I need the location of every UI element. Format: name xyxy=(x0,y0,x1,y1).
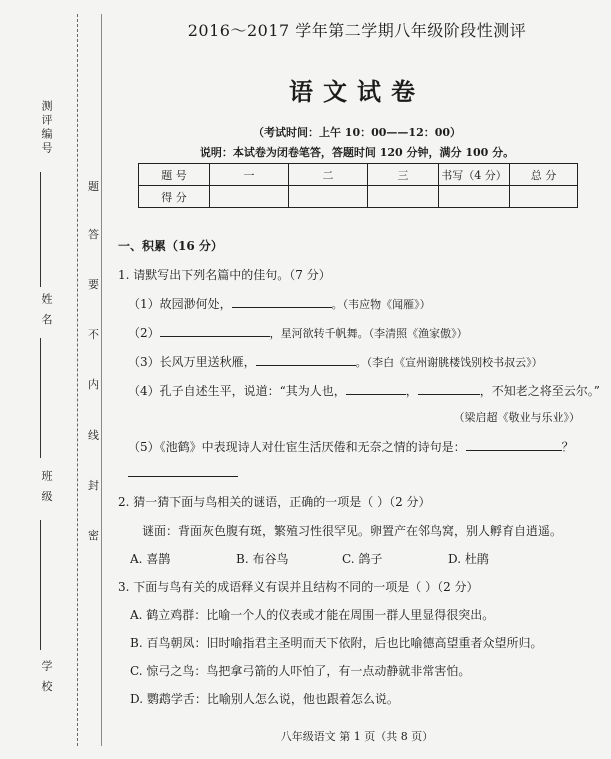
answer-blank[interactable] xyxy=(128,464,238,477)
answer-blank[interactable] xyxy=(256,353,356,366)
score-cell[interactable] xyxy=(510,186,578,208)
question-1-item-5-line2 xyxy=(128,464,238,480)
score-table xyxy=(138,163,578,208)
name-line xyxy=(40,338,41,458)
option-a: A. 鹤立鸡群：比喻一个人的仪表或才能在周围一群人里显得很突出。 xyxy=(130,608,495,622)
question-3-stem: 3. 下面与鸟有关的成语释义有误并且结构不同的一项是（ ）（2 分） xyxy=(118,580,479,594)
option-b: B. 百鸟朝凤：旧时喻指君主圣明而天下依附，后也比喻德高望重者众望所归。 xyxy=(130,636,543,650)
class-label: 班 级 xyxy=(40,470,53,505)
question-1-item-3 xyxy=(128,353,543,370)
item-source: 。（韦应物《闻雁》） xyxy=(331,298,431,311)
item-text: （2） xyxy=(128,326,160,340)
seal-dashed-line xyxy=(77,14,78,746)
seal-char: 线 xyxy=(88,429,99,442)
score-header-cell: 二 xyxy=(289,164,368,186)
reviewer-number-line xyxy=(40,172,41,287)
seal-char: 不 xyxy=(88,328,99,341)
option-c: C. 惊弓之鸟：鸟把拿弓箭的人吓怕了，有一点动静就非常害怕。 xyxy=(130,664,471,678)
section-title: 一、积累（16 分） xyxy=(118,239,223,253)
item-source: ，星河欲转千帆舞。（李清照《渔家傲》） xyxy=(269,327,468,340)
item-text: （3）长风万里送秋雁， xyxy=(128,355,256,369)
question-1-item-4 xyxy=(128,382,600,399)
table-row xyxy=(139,164,578,186)
seal-char: 密 xyxy=(88,529,99,542)
answer-blank[interactable] xyxy=(232,295,332,308)
item-text: （5）《池鹤》中表现诗人对仕宦生活厌倦和无奈之情的诗句是： xyxy=(128,440,466,454)
name-label: 姓 名 xyxy=(40,293,53,328)
seal-char: 要 xyxy=(88,278,99,291)
option-d: D. 杜鹃 xyxy=(448,552,489,566)
page-footer: 八年级语文 第 1 页（共 8 页） xyxy=(280,730,434,743)
score-cell[interactable] xyxy=(368,186,439,208)
question-1-item-2 xyxy=(128,324,468,341)
seal-char: 题 xyxy=(88,180,99,193)
answer-blank[interactable] xyxy=(346,382,406,395)
fold-line xyxy=(101,14,102,746)
score-header-cell: 书写（4 分） xyxy=(439,164,510,186)
option-a: A. 喜鹊 xyxy=(130,552,171,566)
score-header-cell: 一 xyxy=(210,164,289,186)
question-1-item-1 xyxy=(128,295,431,312)
binding-margin xyxy=(0,0,108,759)
school-label: 学 校 xyxy=(40,660,53,695)
exam-time: （考试时间：上午 10：00——12：00） xyxy=(252,126,462,139)
table-row xyxy=(139,186,578,208)
item-text: （1）故园渺何处， xyxy=(128,297,232,311)
option-d: D. 鹦鹉学舌：比喻别人怎么说，他也跟着怎么说。 xyxy=(130,692,399,706)
seal-char: 答 xyxy=(88,228,99,241)
item-text: （4）孔子自述生平，说道：“其为人也， xyxy=(128,384,346,398)
score-cell[interactable] xyxy=(210,186,289,208)
score-header-cell: 总 分 xyxy=(510,164,578,186)
score-cell[interactable] xyxy=(289,186,368,208)
item-text: ， xyxy=(405,384,418,398)
score-row-label: 得 分 xyxy=(139,186,210,208)
exam-note: 说明：本试卷为闭卷笔答，答题时间 120 分钟，满分 100 分。 xyxy=(199,146,515,159)
question-2-stem: 2. 猜一猜下面与鸟相关的谜语，正确的一项是（ ）（2 分） xyxy=(118,495,431,509)
question-1-item-5 xyxy=(128,438,574,455)
item-text: ？ xyxy=(561,440,574,454)
item-text: ，不知老之将至云尔。” xyxy=(479,384,600,398)
answer-blank[interactable] xyxy=(466,438,562,451)
question-2-riddle: 谜面：背面灰色腹有斑，繁殖习性很罕见。卵置产在邻鸟窝，别人孵育自逍遥。 xyxy=(142,524,563,538)
option-b: B. 布谷鸟 xyxy=(236,552,289,566)
seal-char: 内 xyxy=(88,378,99,391)
reviewer-number-label: 测评编号 xyxy=(40,100,53,156)
score-header-cell: 题 号 xyxy=(139,164,210,186)
score-header-cell: 三 xyxy=(368,164,439,186)
question-1-stem: 1. 请默写出下列名篇中的佳句。（7 分） xyxy=(118,268,331,282)
option-c: C. 鸽子 xyxy=(342,552,383,566)
paper-title: 语文试卷 xyxy=(289,77,425,106)
item-source: 。（李白《宣州谢朓楼饯别校书叔云》） xyxy=(355,356,543,369)
score-cell[interactable] xyxy=(439,186,510,208)
question-1-item-4-source: （梁启超《敬业与乐业》） xyxy=(453,411,580,424)
answer-blank[interactable] xyxy=(160,324,270,337)
exam-title: 2016～2017 学年第二学期八年级阶段性测评 xyxy=(187,21,527,40)
seal-char: 封 xyxy=(88,479,99,492)
class-line xyxy=(40,520,41,650)
answer-blank[interactable] xyxy=(418,382,480,395)
